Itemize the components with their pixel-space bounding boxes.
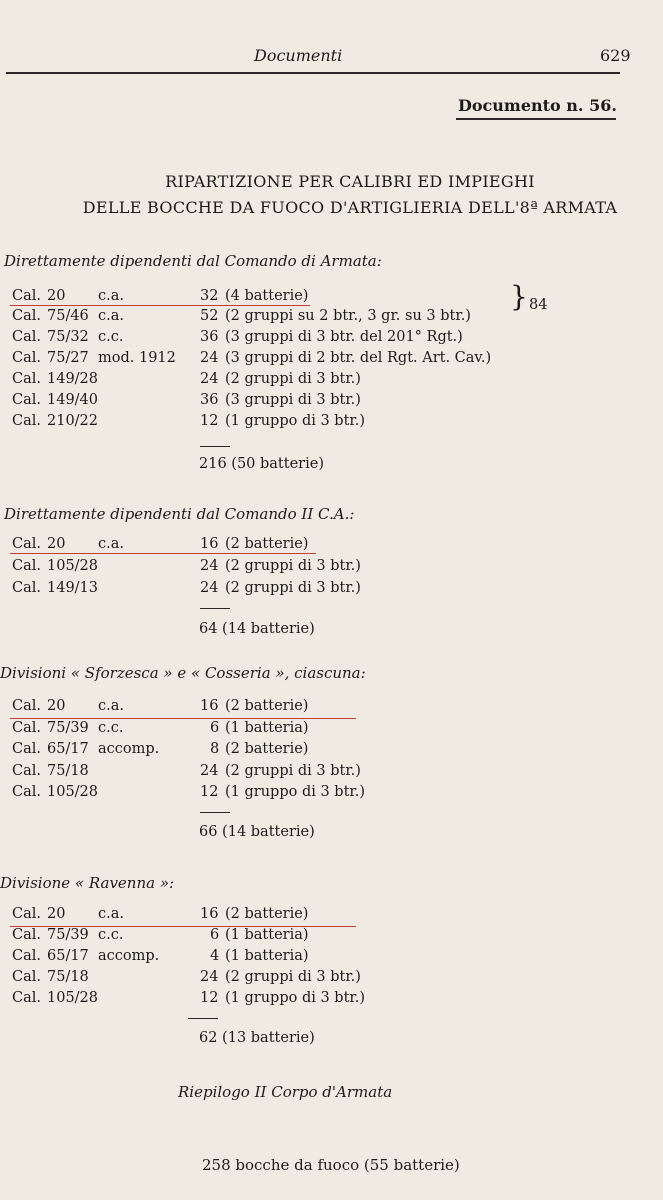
row-count: 24 (200, 580, 219, 596)
row-cal: Cal. (12, 329, 41, 345)
row-desc: (2 gruppi su 2 btr., 3 gr. su 3 btr.) (225, 308, 471, 324)
row-caliber: 65/17 (47, 948, 89, 964)
total-rule (188, 1018, 218, 1019)
row-desc: (2 gruppi di 3 btr.) (225, 969, 361, 985)
row-caliber: 105/28 (47, 558, 99, 574)
row-cal: Cal. (12, 990, 41, 1006)
row-count: 4 (210, 948, 220, 964)
row-caliber: 75/39 (47, 927, 89, 943)
brace-symbol: } (510, 280, 528, 313)
row-caliber: 149/40 (47, 392, 99, 408)
row-caliber: 210/22 (47, 413, 99, 429)
row-count: 36 (200, 329, 219, 345)
row-model: accomp. (98, 948, 160, 964)
row-caliber: 75/27 (47, 350, 89, 366)
row-cal: Cal. (12, 927, 41, 943)
row-cal: Cal. (12, 413, 41, 429)
row-count: 16 (200, 906, 219, 922)
row-cal: Cal. (12, 784, 41, 800)
row-desc: (3 gruppi di 3 btr. del 201° Rgt.) (225, 329, 463, 345)
row-cal: Cal. (12, 741, 41, 757)
row-model: c.c. (98, 927, 124, 943)
row-count: 16 (200, 536, 219, 552)
row-desc: (4 batterie) (225, 288, 309, 304)
document-number: Documento n. 56. (458, 96, 617, 115)
row-desc: (3 gruppi di 2 btr. del Rgt. Art. Cav.) (225, 350, 492, 366)
row-desc: (2 batterie) (225, 536, 309, 552)
section-heading-army: Direttamente dipendenti dal Comando di Armata: (4, 252, 382, 270)
summary-title: Riepilogo II Corpo d'Armata (178, 1083, 393, 1101)
row-count: 32 (200, 288, 219, 304)
row-desc: (2 gruppi di 3 btr.) (225, 558, 361, 574)
row-desc: (1 gruppo di 3 btr.) (225, 784, 366, 800)
row-model: accomp. (98, 741, 160, 757)
row-desc: (2 batterie) (225, 906, 309, 922)
total-rule (200, 608, 230, 609)
row-model: mod. 1912 (98, 350, 176, 366)
row-desc: (1 batteria) (225, 948, 309, 964)
row-desc: (1 gruppo di 3 btr.) (225, 990, 366, 1006)
red-underline (10, 305, 310, 306)
total-rule (200, 446, 230, 447)
row-model: c.c. (98, 720, 124, 736)
row-count: 24 (200, 350, 219, 366)
row-cal: Cal. (12, 969, 41, 985)
row-cal: Cal. (12, 948, 41, 964)
summary-total: 258 bocche da fuoco (55 batterie) (202, 1156, 460, 1174)
row-count: 36 (200, 392, 219, 408)
row-model: c.a. (98, 906, 124, 922)
row-caliber: 20 (47, 288, 66, 304)
row-desc: (2 gruppi di 3 btr.) (225, 580, 361, 596)
main-title-line-2: DELLE BOCCHE DA FUOCO D'ARTIGLIERIA DELL'8ª ARMATA (82, 198, 618, 217)
row-caliber: 149/28 (47, 371, 99, 387)
row-desc: (1 batteria) (225, 927, 309, 943)
row-desc: (2 gruppi di 3 btr.) (225, 763, 361, 779)
row-caliber: 65/17 (47, 741, 89, 757)
row-cal: Cal. (12, 392, 41, 408)
row-caliber: 75/32 (47, 329, 89, 345)
row-cal: Cal. (12, 371, 41, 387)
row-desc: (2 batterie) (225, 698, 309, 714)
row-count: 24 (200, 558, 219, 574)
red-underline (10, 553, 316, 554)
row-cal: Cal. (12, 763, 41, 779)
section-total-ravenna: 62 (13 batterie) (199, 1030, 315, 1046)
row-caliber: 105/28 (47, 784, 99, 800)
row-caliber: 105/28 (47, 990, 99, 1006)
row-model: c.c. (98, 329, 124, 345)
row-desc: (1 gruppo di 3 btr.) (225, 413, 366, 429)
row-count: 52 (200, 308, 219, 324)
row-cal: Cal. (12, 580, 41, 596)
total-rule (200, 812, 230, 813)
section-total-sforzesca: 66 (14 batterie) (199, 824, 315, 840)
row-cal: Cal. (12, 698, 41, 714)
row-caliber: 149/13 (47, 580, 99, 596)
document-number-underline (456, 118, 616, 120)
page-number: 629 (600, 46, 631, 65)
row-count: 12 (200, 990, 219, 1006)
header-rule (6, 72, 620, 74)
row-cal: Cal. (12, 720, 41, 736)
section-total-army: 216 (50 batterie) (199, 456, 324, 472)
row-caliber: 20 (47, 906, 66, 922)
row-cal: Cal. (12, 288, 41, 304)
row-count: 24 (200, 969, 219, 985)
row-count: 16 (200, 698, 219, 714)
section-heading-corps: Direttamente dipendenti dal Comando II C.A.: (4, 505, 355, 523)
row-cal: Cal. (12, 308, 41, 324)
running-header-title: Documenti (254, 46, 343, 65)
row-count: 24 (200, 371, 219, 387)
row-count: 12 (200, 784, 219, 800)
row-count: 24 (200, 763, 219, 779)
row-desc: (3 gruppi di 3 btr.) (225, 392, 361, 408)
row-caliber: 75/46 (47, 308, 89, 324)
section-total-corps: 64 (14 batterie) (199, 621, 315, 637)
section-heading-sforzesca-cosseria: Divisioni « Sforzesca » e « Cosseria », ciascuna: (0, 664, 366, 682)
main-title-line-1: RIPARTIZIONE PER CALIBRI ED IMPIEGHI (165, 172, 535, 191)
brace-total: 84 (529, 297, 548, 313)
row-caliber: 75/39 (47, 720, 89, 736)
row-desc: (2 batterie) (225, 741, 309, 757)
row-model: c.a. (98, 698, 124, 714)
row-desc: (1 batteria) (225, 720, 309, 736)
row-count: 6 (210, 720, 220, 736)
row-count: 8 (210, 741, 220, 757)
row-caliber: 20 (47, 536, 66, 552)
row-caliber: 75/18 (47, 763, 89, 779)
row-count: 12 (200, 413, 219, 429)
row-cal: Cal. (12, 350, 41, 366)
row-cal: Cal. (12, 536, 41, 552)
red-underline (10, 718, 356, 719)
row-model: c.a. (98, 288, 124, 304)
row-cal: Cal. (12, 558, 41, 574)
row-model: c.a. (98, 308, 124, 324)
section-heading-ravenna: Divisione « Ravenna »: (0, 874, 175, 892)
row-caliber: 75/18 (47, 969, 89, 985)
row-cal: Cal. (12, 906, 41, 922)
row-desc: (2 gruppi di 3 btr.) (225, 371, 361, 387)
row-caliber: 20 (47, 698, 66, 714)
row-count: 6 (210, 927, 220, 943)
row-model: c.a. (98, 536, 124, 552)
